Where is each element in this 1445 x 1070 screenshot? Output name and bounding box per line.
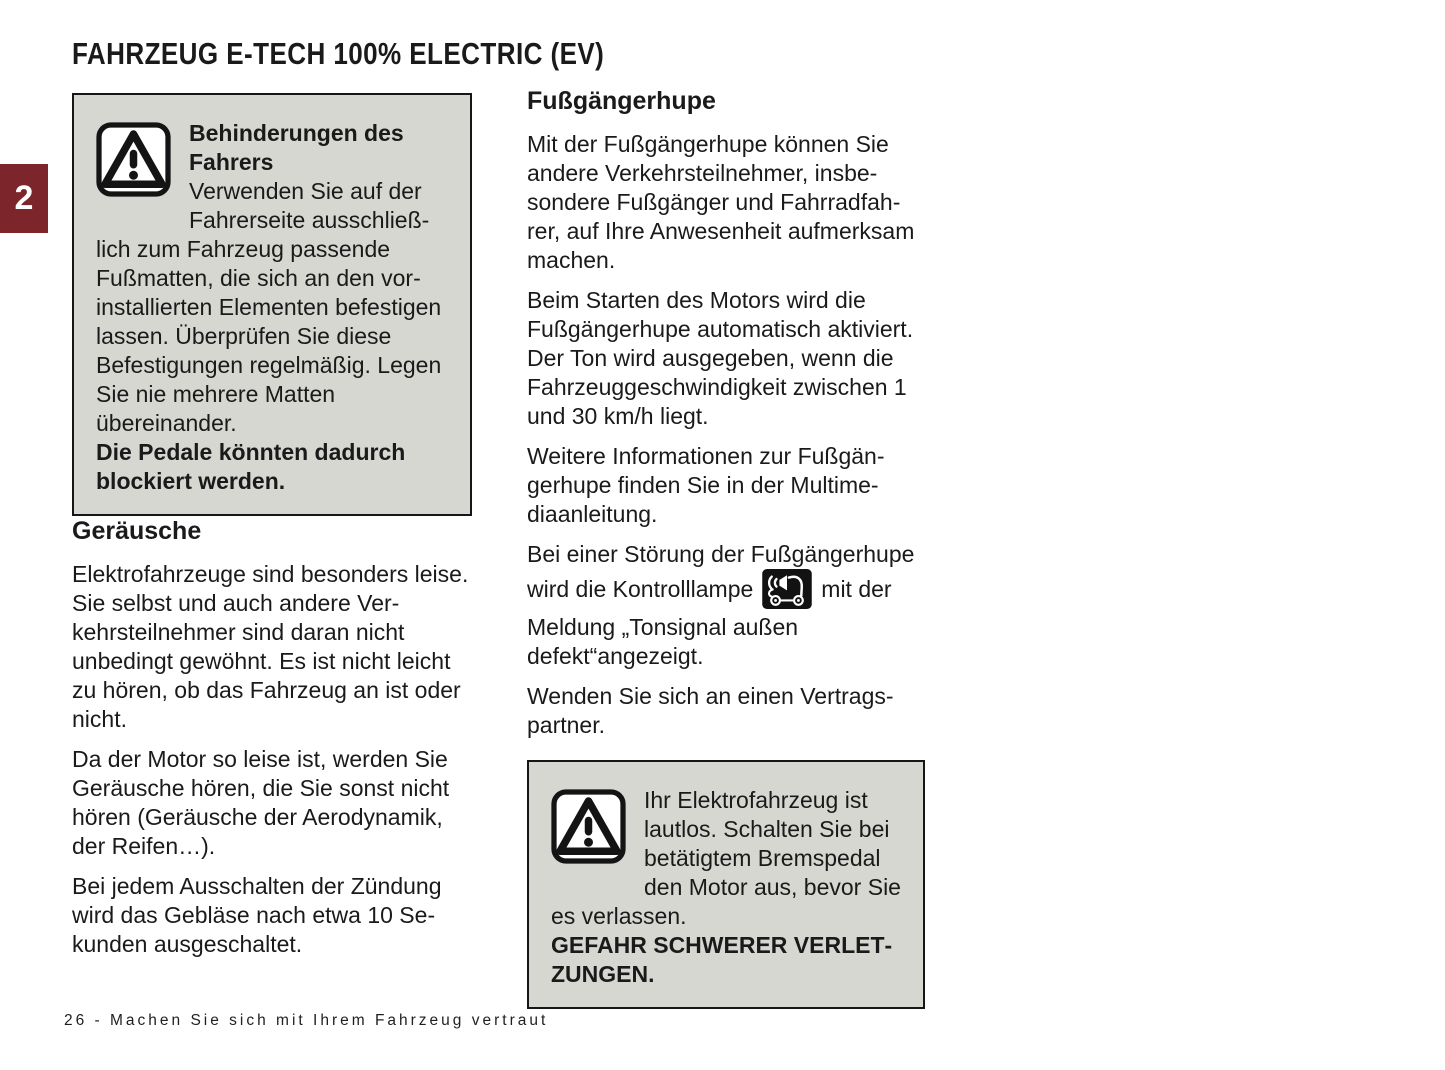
warning-box-driver-title: Behinderungen des Fahrers — [189, 120, 404, 175]
warning-box-driver-emphasis: Die Pedale könnten dadurch blockiert werden. — [96, 439, 406, 494]
warning-box-ev-emphasis: GEFAHR SCHWERER VERLETZUNGEN. — [551, 932, 893, 987]
paragraph-fussgaengerhupe-1: Mit der Fußgängerhupe können Sie andere Verkehrsteilnehmer, insbesondere Fußgänger und Fahrradfahrer, auf Ihre Anwesenheit aufmerksam machen. — [527, 131, 915, 273]
chapter-number: 2 — [14, 179, 34, 217]
page-title-text: FAHRZEUG E-TECH 100% ELECTRIC (EV) — [72, 36, 605, 71]
pedestrian-horn-warning-lamp-icon — [762, 569, 812, 609]
paragraph-fussgaengerhupe-closing: Wenden Sie sich an einen Vertragspartner. — [527, 683, 894, 738]
paragraph-geraeusche-3: Bei jedem Ausschalten der Zündung wird das Gebläse nach etwa 10 Sekunden ausgeschaltet. — [72, 873, 442, 957]
lamp-sentence-before: Bei einer Störung der Fußgängerhupe wird die Kontrolllampe — [527, 541, 915, 603]
paragraph-fussgaengerhupe-2: Beim Starten des Motors wird die Fußgängerhupe automatisch aktiviert. Der Ton wird ausgegeben, wenn die Fahrzeuggeschwindigkeit zwischen 1 und 30 km/h liegt. — [527, 287, 914, 429]
chapter-tab — [0, 164, 48, 233]
paragraph-lamp-sentence — [527, 540, 925, 671]
warning-box-driver-body: Verwenden Sie auf der Fahrerseite ausschließlich zum Fahrzeug passende Fußmatten, die sich an den vorinstallierten Elementen befestigen lassen. Überprüfen Sie diese Befestigungen regelmäßig. Legen Sie nie mehrere Matten übereinander. — [96, 178, 442, 436]
lamp-sentence-after: mit der Meldung „Tonsignal außen defekt“angezeigt. — [527, 576, 892, 669]
page-title — [72, 36, 706, 72]
paragraph-geraeusche-1: Elektrofahrzeuge sind besonders leise. Sie selbst und auch andere Verkehrsteilnehmer sind daran nicht unbedingt gewöhnt. Es ist nicht leicht zu hören, ob das Fahrzeug an ist oder nicht. — [72, 561, 469, 732]
page-footer: 26 - Machen Sie sich mit Ihrem Fahrzeug vertraut — [64, 1012, 549, 1029]
warning-box-ev-body: Ihr Elektrofahrzeug ist lautlos. Schalten Sie bei betätigtem Bremspedal den Motor aus, bevor Sie es verlassen. — [551, 787, 901, 929]
section-heading-geraeusche: Geräusche — [72, 517, 202, 545]
left-column — [72, 93, 472, 959]
warning-triangle-icon — [551, 788, 626, 865]
paragraph-geraeusche-2: Da der Motor so leise ist, werden Sie Geräusche hören, die Sie sonst nicht hören (Geräusche der Aerodynamik, der Reifen…). — [72, 746, 450, 859]
warning-box-ev — [527, 760, 925, 1009]
paragraph-fussgaengerhupe-3: Weitere Informationen zur Fußgängerhupe finden Sie in der Multimediaanleitung. — [527, 443, 885, 527]
warning-box-driver — [72, 93, 472, 516]
warning-triangle-icon — [96, 121, 171, 198]
section-heading-fussgaengerhupe: Fußgängerhupe — [527, 87, 716, 115]
right-column — [527, 86, 925, 1009]
